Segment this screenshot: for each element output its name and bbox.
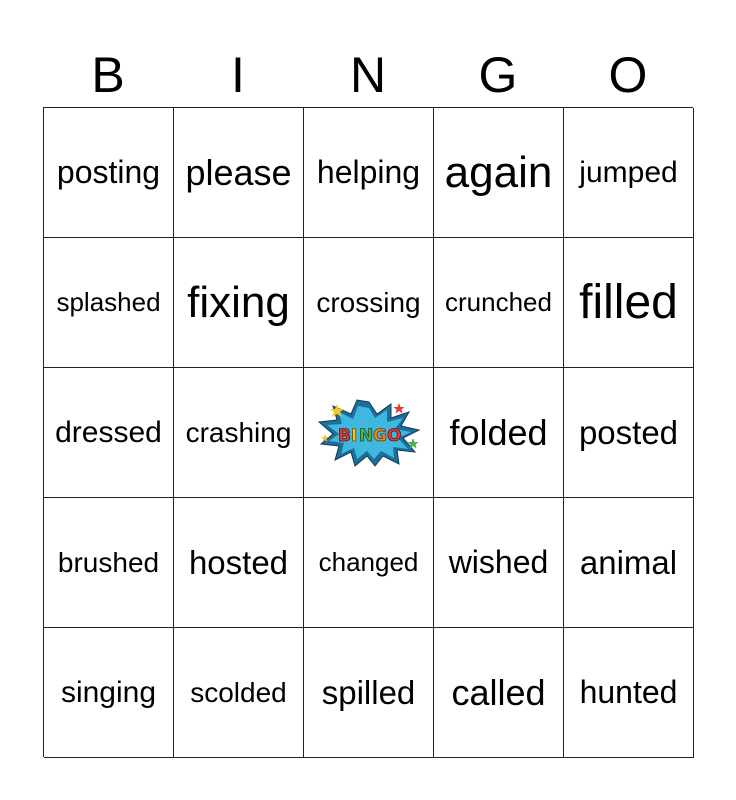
bingo-board: [43, 107, 693, 757]
cell-word: posting: [56, 154, 161, 190]
bingo-burst-logo-icon: [315, 398, 423, 468]
bingo-cell[interactable]: [174, 238, 304, 368]
cell-word: wished: [448, 544, 549, 580]
cell-word: crashing: [185, 416, 292, 448]
header-letter-b: B: [91, 47, 125, 103]
bingo-cell[interactable]: [304, 498, 434, 628]
svg-text:B: B: [337, 425, 351, 446]
cell-word: filled: [579, 276, 678, 329]
free-space-cell[interactable]: [304, 368, 434, 498]
cell-word: crunched: [445, 287, 552, 317]
svg-text:O: O: [386, 425, 401, 446]
cell-word: folded: [449, 411, 548, 453]
cell-word: jumped: [579, 155, 678, 189]
cell-word: scolded: [190, 676, 287, 708]
bingo-cell[interactable]: [564, 368, 694, 498]
cell-word: please: [185, 151, 292, 193]
bingo-cell[interactable]: [304, 108, 434, 238]
cell-word: splashed: [56, 287, 161, 317]
cell-word: singing: [60, 675, 157, 709]
bingo-cell[interactable]: [44, 108, 174, 238]
bingo-cell[interactable]: [44, 628, 174, 758]
bingo-cell[interactable]: [174, 108, 304, 238]
bingo-cell[interactable]: [434, 108, 564, 238]
bingo-cell[interactable]: [434, 238, 564, 368]
bingo-cell[interactable]: [44, 238, 174, 368]
svg-text:I: I: [350, 425, 357, 446]
cell-word: changed: [318, 547, 419, 577]
cell-word: spilled: [321, 673, 416, 711]
bingo-cell[interactable]: [304, 238, 434, 368]
cell-word: crossing: [316, 286, 421, 318]
bingo-cell[interactable]: [564, 628, 694, 758]
header-letter-g: G: [478, 47, 518, 103]
bingo-header: [43, 44, 693, 106]
bingo-cell[interactable]: [304, 628, 434, 758]
bingo-cell[interactable]: [174, 368, 304, 498]
star-red-icon: [393, 403, 404, 414]
bingo-cell[interactable]: [564, 238, 694, 368]
cell-word: hosted: [188, 543, 289, 581]
bingo-cell[interactable]: [434, 368, 564, 498]
bingo-cell[interactable]: [564, 108, 694, 238]
cell-word: fixing: [187, 277, 290, 327]
bingo-cell[interactable]: [174, 498, 304, 628]
cell-word: helping: [316, 154, 421, 190]
cell-word: brushed: [57, 546, 160, 578]
bingo-cell[interactable]: [174, 628, 304, 758]
bingo-cell[interactable]: [44, 368, 174, 498]
svg-text:G: G: [372, 425, 387, 446]
bingo-cell[interactable]: [434, 628, 564, 758]
header-letter-n: N: [349, 47, 387, 103]
header-letter-o: O: [608, 47, 648, 103]
cell-word: animal: [579, 543, 678, 581]
cell-word: called: [451, 671, 546, 713]
cell-word: again: [444, 147, 553, 197]
header-letter-i: I: [231, 47, 245, 103]
bingo-cell[interactable]: [564, 498, 694, 628]
cell-word: hunted: [579, 674, 678, 710]
svg-text:N: N: [358, 425, 373, 446]
cell-word: dressed: [55, 415, 162, 449]
bingo-cell[interactable]: [434, 498, 564, 628]
cell-word: posted: [578, 413, 679, 451]
bingo-cell[interactable]: [44, 498, 174, 628]
